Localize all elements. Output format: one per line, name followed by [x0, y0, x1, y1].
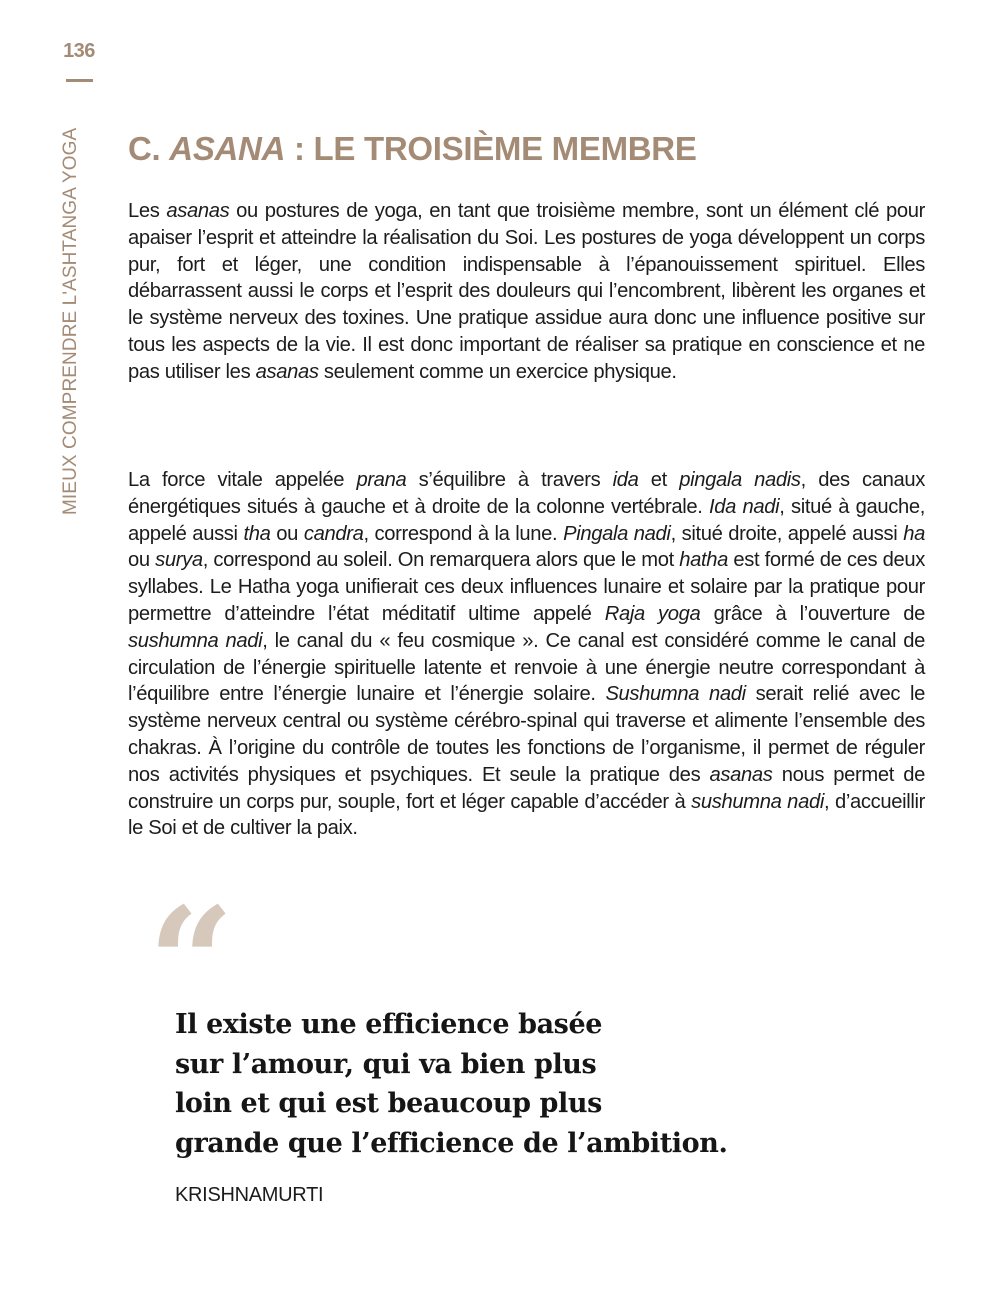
- text-run: et: [638, 469, 680, 491]
- italic-term: surya: [155, 549, 203, 572]
- quote-author: KRISHNAMURTI: [175, 1184, 324, 1206]
- quote-line: sur l’amour, qui va bien plus: [175, 1048, 597, 1080]
- body-paragraph-2: [128, 467, 925, 842]
- text-run: ou: [270, 522, 304, 545]
- text-run: , des canaux énergétiques situés à gauche et à droite de la colonne vertébrale.: [128, 469, 925, 518]
- open-quote-icon: “: [148, 875, 235, 1051]
- text-run: , d’accueillir le Soi et de cultiver la paix.: [128, 790, 926, 840]
- text-run: La force vitale appelée: [128, 469, 357, 491]
- text-run: , situé à gauche, appelé aussi: [128, 495, 925, 545]
- italic-term: Pingala nadi: [563, 522, 671, 545]
- italic-term: hatha: [679, 549, 729, 572]
- italic-term: ha: [903, 522, 925, 545]
- text-run: est formé de ces deux syllabes. Le Hatha yoga unifierait ces deux influences lunaire et solaire par la pratique pour permettre d’atteindre l’état méditatif ultime appelé: [128, 549, 925, 625]
- body-paragraph-1: [128, 198, 925, 386]
- text-run: , situé droite, appelé aussi: [670, 522, 904, 545]
- italic-term: candra: [303, 522, 364, 545]
- page-number-rule: [66, 79, 93, 82]
- italic-term: asanas: [255, 360, 319, 383]
- italic-term: pingala nadis: [679, 469, 801, 491]
- italic-term: asanas: [709, 763, 773, 786]
- italic-term: asanas: [166, 200, 230, 222]
- text-run: , correspond au soleil. On remarquera alors que le mot: [202, 549, 680, 572]
- pull-quote: [175, 1005, 855, 1163]
- section-title-italic: ASANA: [169, 130, 286, 167]
- quote-line: Il existe une efficience basée: [175, 1009, 603, 1040]
- text-run: ou postures de yoga, en tant que troisième membre, sont un élément clé pour apaiser l’esprit et atteindre la réalisation du Soi. Les postures de yoga développent un corps pur, fort et léger, une condition indispensable à l’épanouissement spirituel. Elles débarrassent aussi le corps et l’esprit des douleurs qui l’encombrent, libèrent les organes et le système nerveux des toxines. Une pratique assidue aura donc une influence positive sur tous les aspects de la vie. Il est donc important de réaliser sa pratique en conscience et ne pas utiliser les: [128, 200, 925, 383]
- section-title-prefix: C.: [128, 130, 170, 167]
- italic-term: Raja yoga: [604, 602, 701, 625]
- quote-line: grande que l’efficience de l’ambition.: [175, 1127, 728, 1159]
- italic-term: tha: [243, 522, 271, 545]
- italic-term: Ida nadi: [709, 495, 780, 518]
- text-run: , le canal du « feu cosmique ». Ce canal est considéré comme le canal de circulation de l’énergie spirituelle latente et renvoie à une énergie neutre correspondant à l’équilibre entre l’énergie lunaire et l’énergie solaire.: [128, 629, 925, 706]
- text-run: grâce à l’ouverture de: [700, 602, 925, 625]
- text-run: seulement comme un exercice physique.: [318, 360, 677, 383]
- text-run: serait relié avec le système nerveux central ou système cérébro-spinal qui traverse et alimente l’ensemble des chakras. À l’origine du contrôle de toutes les fonctions de l’organisme, il permet de réguler nos activités physiques et psychiques. Et seule la pratique des: [128, 683, 925, 786]
- text-run: , correspond à la lune.: [363, 522, 564, 545]
- running-head: MIEUX COMPRENDRE L'ASHTANGA YOGA: [60, 127, 81, 515]
- text-run: Les: [128, 200, 167, 222]
- italic-term: sushumna nadi: [691, 790, 824, 813]
- page-number: 136: [63, 40, 95, 62]
- italic-term: prana: [356, 469, 407, 491]
- section-title: [128, 130, 697, 168]
- quote-line: loin et qui est beaucoup plus: [175, 1088, 602, 1119]
- italic-term: sushumna nadi: [128, 629, 263, 652]
- text-run: s’équilibre à travers: [406, 469, 613, 491]
- italic-term: ida: [612, 469, 639, 491]
- text-run: ou: [128, 549, 156, 572]
- section-title-suffix: : LE TROISIÈME MEMBRE: [285, 130, 697, 167]
- italic-term: Sushumna nadi: [605, 683, 746, 706]
- text-run: nous permet de construire un corps pur, souple, fort et léger capable d’accéder à: [128, 763, 925, 813]
